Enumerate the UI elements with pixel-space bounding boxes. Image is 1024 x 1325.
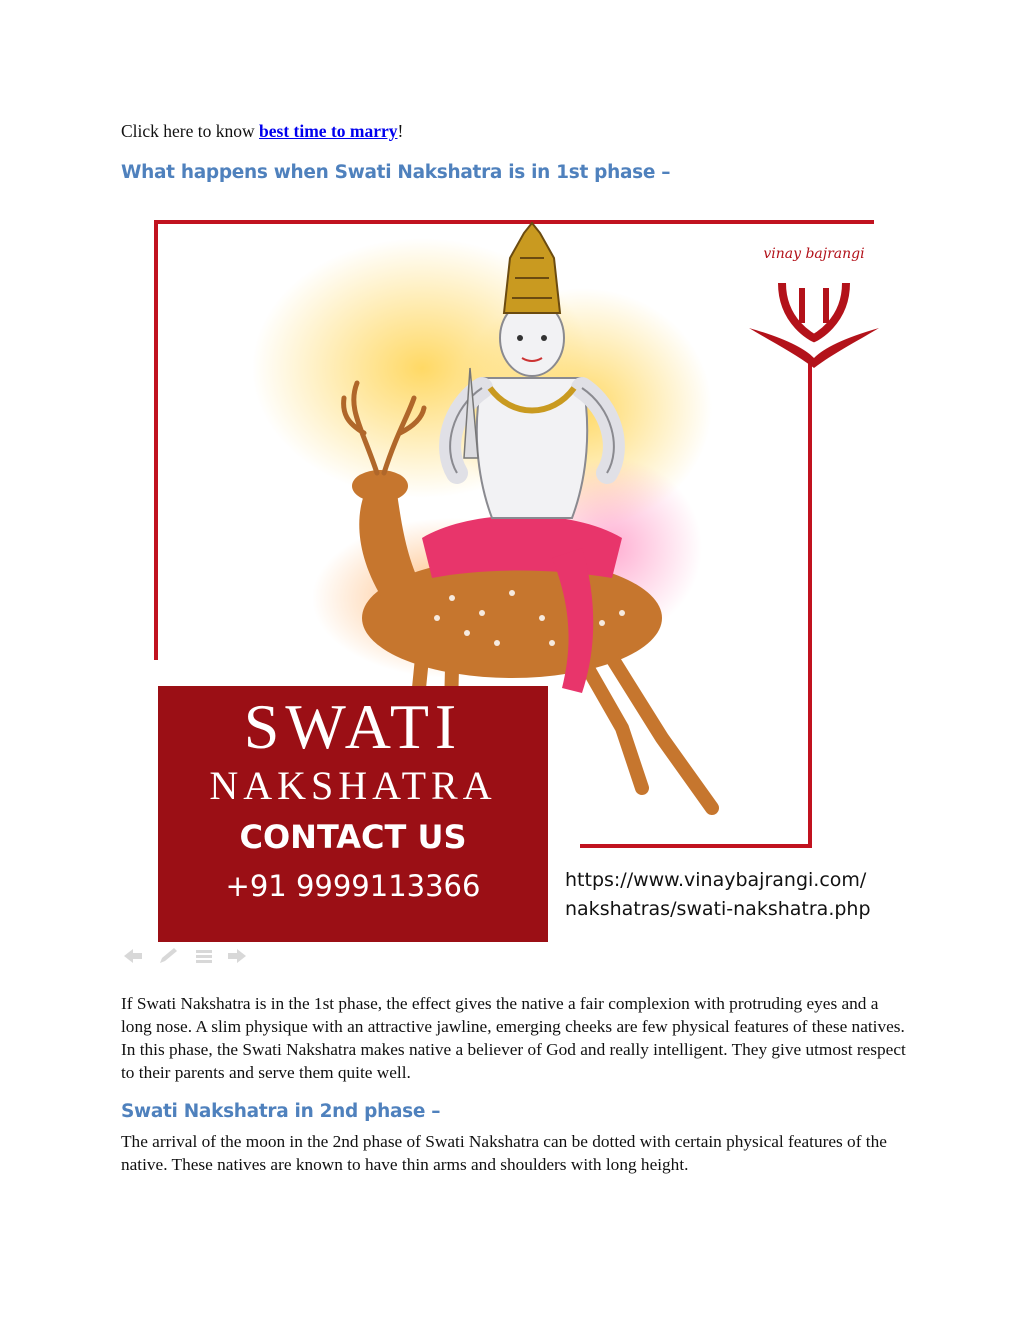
vinay-bajrangi-logo xyxy=(744,228,884,378)
arrow-right-icon[interactable] xyxy=(228,949,246,963)
intro-suffix: ! xyxy=(397,121,404,141)
arrow-left-icon[interactable] xyxy=(124,949,142,963)
banner-title-nakshatra: NAKSHATRA xyxy=(209,763,497,808)
heading-phase-2: Swati Nakshatra in 2nd phase – xyxy=(121,1101,441,1122)
paragraph-phase-2: The arrival of the moon in the 2nd phase of Swati Nakshatra can be dotted with certain physical features of the native. These natives are known to have thin arms and shoulders with long height. xyxy=(121,1132,887,1174)
banner-phone-number: +91 9999113366 xyxy=(225,869,481,903)
image-nav-toolbar xyxy=(120,945,260,967)
website-url xyxy=(565,866,871,924)
website-url-line-1: https://www.vinaybajrangi.com/ xyxy=(565,869,867,891)
list-icon[interactable] xyxy=(196,950,212,963)
intro-prefix: Click here to know xyxy=(121,121,260,141)
pencil-icon[interactable] xyxy=(160,948,177,963)
banner-contact-label: CONTACT US xyxy=(239,818,467,856)
swati-nakshatra-figure xyxy=(152,218,887,948)
best-time-to-marry-link[interactable]: best time to marry xyxy=(259,121,398,141)
heading-phase-1: What happens when Swati Nakshatra is in 1st phase – xyxy=(121,162,671,183)
paragraph-phase-1: If Swati Nakshatra is in the 1st phase, the effect gives the native a fair complexion with protruding eyes and a long nose. A slim physique with an attractive jawline, emerging cheeks are few physical features of these natives. In this phase, the Swati Nakshatra makes native a believer of God and really intelligent. They give utmost respect to their parents and serve them quite well. xyxy=(121,994,906,1082)
intro-line xyxy=(121,121,403,142)
website-url-line-2: nakshatras/swati-nakshatra.php xyxy=(565,898,871,920)
logo-text: vinay bajrangi xyxy=(763,246,865,262)
contact-banner xyxy=(158,686,548,942)
banner-title-swati: SWATI xyxy=(243,691,463,762)
